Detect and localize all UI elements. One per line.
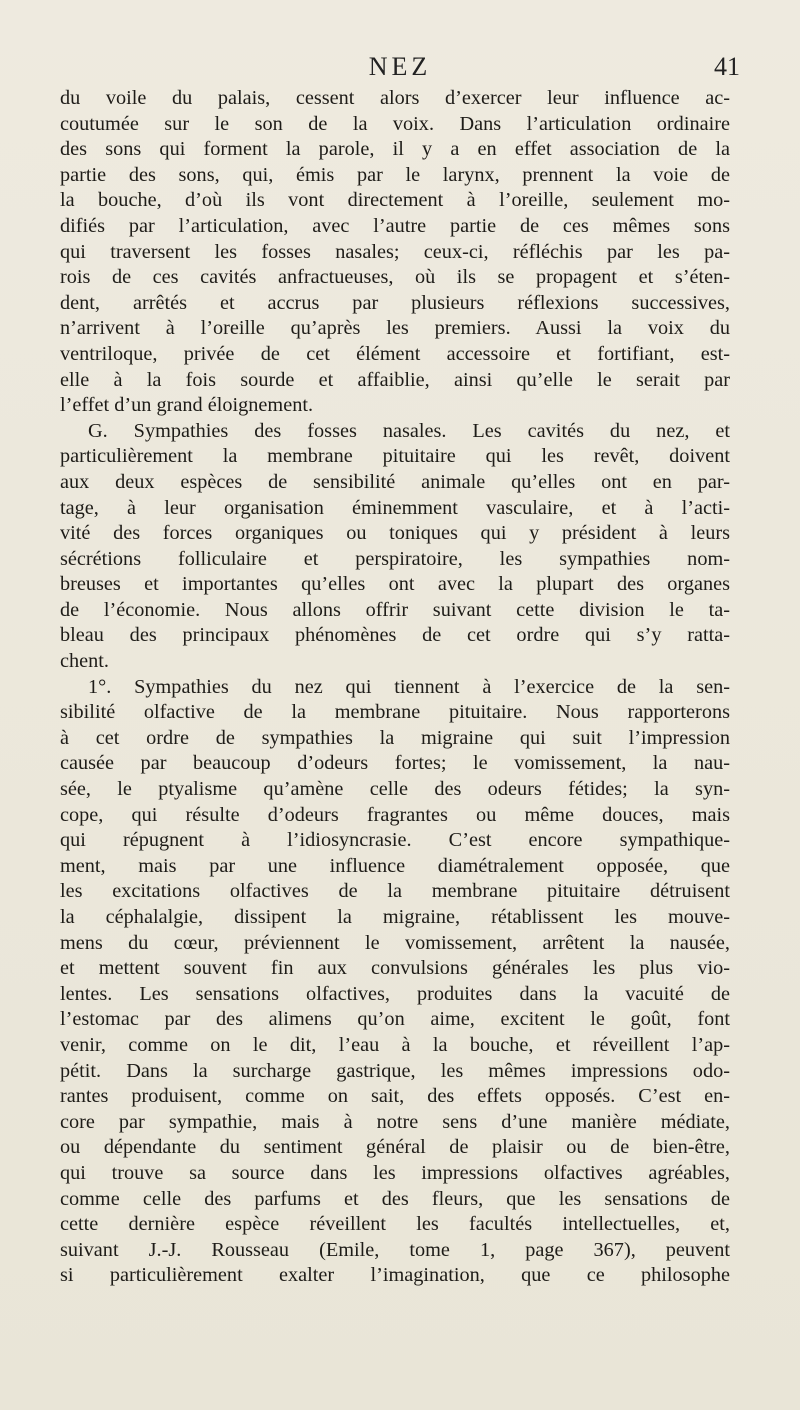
text-line: pétit. Dans la surcharge gastrique, les mêmes impressions odo- [60, 1059, 730, 1082]
text-line: tage, à leur organisation éminemment vasculaire, et à l’acti- [60, 496, 730, 519]
text-line: l’estomac par des alimens qu’on aime, excitent le goût, font [60, 1008, 730, 1031]
text-line: comme celle des parfums et des fleurs, que les sensations de [60, 1187, 730, 1210]
text-line: suivant J.-J. Rousseau (Emile, tome 1, page 367), peuvent [60, 1238, 730, 1261]
text-line: dent, arrêtés et accrus par plusieurs réflexions successives, [60, 291, 730, 314]
text-line: qui trouve sa source dans les impressions olfactives agréables, [60, 1161, 730, 1184]
text-line: partie des sons, qui, émis par le larynx, prennent la voie de [60, 163, 730, 186]
text-line: aux deux espèces de sensibilité animale qu’elles ont en par- [60, 470, 730, 493]
text-line: la bouche, d’où ils vont directement à l’oreille, seulement mo- [60, 189, 730, 212]
text-line: du voile du palais, cessent alors d’exercer leur influence ac- [60, 87, 730, 109]
text-line: coutumée sur le son de la voix. Dans l’articulation ordinaire [60, 112, 730, 135]
text-line: si particulièrement exalter l’imagination, que ce philosophe [60, 1264, 730, 1287]
text-line: ment, mais par une influence diamétralement opposée, que [60, 854, 730, 877]
text-line: sibilité olfactive de la membrane pituitaire. Nous rapporterons [60, 701, 730, 724]
text-line: la céphalalgie, dissipent la migraine, rétablissent les mouve- [60, 906, 730, 928]
text-line: l’effet d’un grand éloignement. [60, 394, 314, 417]
text-line: qui répugnent à l’idiosyncrasie. C’est encore sympathique- [60, 829, 730, 852]
text-line: chent. [60, 650, 109, 673]
text-line: à cet ordre de sympathies la migraine qui suit l’impression [60, 726, 730, 749]
text-line: particulièrement la membrane pituitaire qui les revêt, doivent [60, 445, 730, 468]
text-line: sée, le ptyalisme qu’amène celle des odeurs fétides; la syn- [60, 778, 730, 801]
body-text [60, 86, 730, 1289]
text-line: breuses et importantes qu’elles ont avec la plupart des organes [60, 573, 730, 596]
text-line: les excitations olfactives de la membrane pituitaire détruisent [60, 880, 730, 903]
text-line: ou dépendante du sentiment général de plaisir ou de bien-être, [60, 1136, 730, 1159]
text-line: de l’économie. Nous allons offrir suivant cette division le ta- [60, 598, 730, 621]
text-line: n’arrivent à l’oreille qu’après les premiers. Aussi la voix du [60, 317, 730, 340]
text-line: elle à la fois sourde et affaiblie, ainsi qu’elle le serait par [60, 368, 730, 391]
text-line: lentes. Les sensations olfactives, produites dans la vacuité de [60, 982, 730, 1005]
text-line: core par sympathie, mais à notre sens d’une manière médiate, [60, 1110, 730, 1133]
text-line: difiés par l’articulation, avec l’autre partie de ces mêmes sons [60, 214, 730, 237]
text-line: mens du cœur, préviennent le vomissement, arrêtent la nausée, [60, 931, 730, 954]
text-line: cope, qui résulte d’odeurs fragrantes ou même douces, mais [60, 803, 730, 826]
running-title: NEZ [368, 52, 432, 81]
page-number: 41 [714, 52, 740, 81]
text-line: rantes produisent, comme on sait, des effets opposés. C’est en- [60, 1085, 730, 1108]
text-line: sécrétions folliculaire et perspiratoire, les sympathies nom- [60, 547, 730, 570]
section-heading-line: G. Sympathies des fosses nasales. Les cavités du nez, et [88, 419, 730, 442]
text-line: ventriloque, privée de cet élément accessoire et fortifiant, est- [60, 342, 730, 365]
text-line: venir, comme on le dit, l’eau à la bouche, et réveillent l’ap- [60, 1033, 730, 1056]
text-line: qui traversent les fosses nasales; ceux-ci, réfléchis par les pa- [60, 240, 730, 263]
text-line: des sons qui forment la parole, il y a en effet association de la [60, 138, 730, 161]
text-line: causée par beaucoup d’odeurs fortes; le vomissement, la nau- [60, 752, 730, 775]
text-line: vité des forces organiques ou toniques qui y président à leurs [60, 522, 730, 545]
text-line: bleau des principaux phénomènes de cet ordre qui s’y ratta- [60, 624, 730, 647]
text-line: rois de ces cavités anfractueuses, où ils se propagent et s’éten- [60, 266, 730, 289]
text-line: cette dernière espèce réveillent les facultés intellectuelles, et, [60, 1213, 730, 1236]
subsection-heading-line: 1°. Sympathies du nez qui tiennent à l’exercice de la sen- [88, 675, 730, 698]
page-header [60, 52, 740, 86]
text-line: et mettent souvent fin aux convulsions générales les plus vio- [60, 957, 730, 980]
